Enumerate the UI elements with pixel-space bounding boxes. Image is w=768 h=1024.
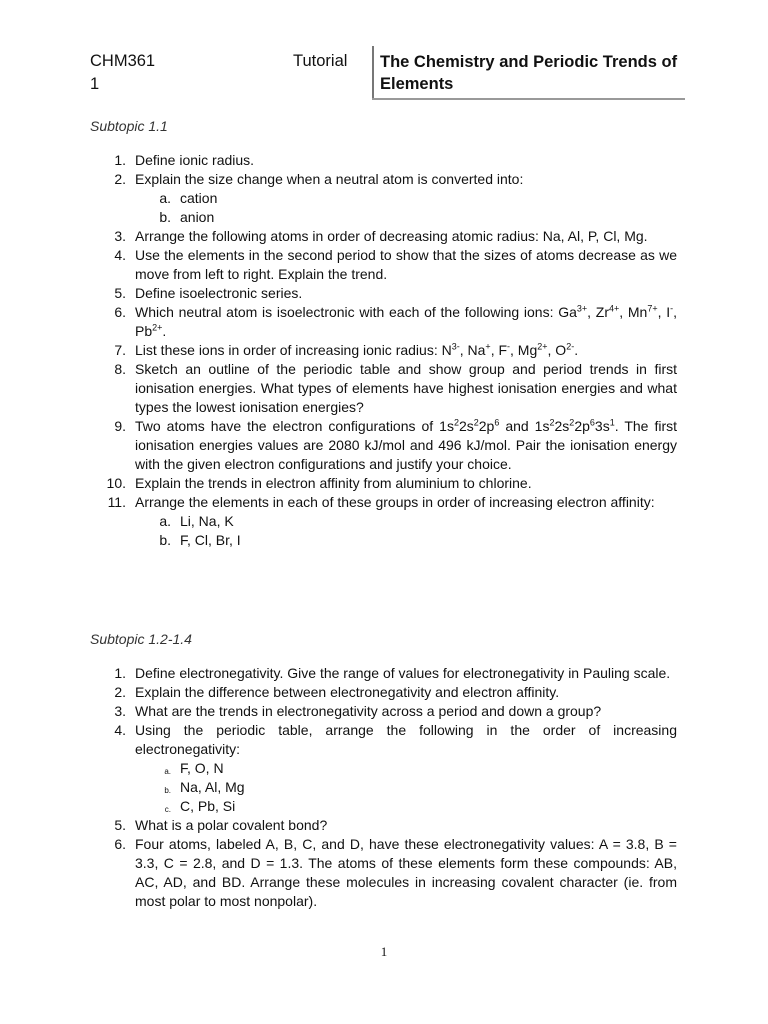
question-list-1 bbox=[90, 151, 677, 550]
question-item: 1. Define electronegativity. Give the range of values for electronegativity in Pauling scale. bbox=[114, 665, 671, 681]
question-item: 5. What is a polar covalent bond? bbox=[114, 817, 328, 833]
page-number: 1 bbox=[380, 944, 388, 959]
question-item: 3. Arrange the following atoms in order of decreasing atomic radius: Na, Al, P, Cl, Mg. bbox=[114, 228, 648, 244]
sub-question-item: a. cation bbox=[159, 190, 218, 206]
sub-question-item: b. Na, Al, Mg bbox=[164, 779, 245, 795]
subtopic-heading-1: Subtopic 1.1 bbox=[90, 118, 168, 134]
question-item: 11. Arrange the elements in each of these groups in order of increasing electron affinity: a. Li, Na, K b. F, Cl, Br, I bbox=[90, 493, 677, 550]
document-header bbox=[90, 46, 685, 100]
question-item: 7. List these ions in order of increasing ionic radius: $N^{3-}$, Na+, F-, $Mg^{2+}$, $O^{2-}$. bbox=[114, 341, 579, 358]
question-item: 4. Using the periodic table, arrange the following in the order of increasing electronegativity: a. F, O, N b. Na, Al, Mg c. C, Pb, Si bbox=[114, 722, 677, 814]
question-item: 9. Two atoms have the electron configurations of $1s^22s^22p^6$ and $1s^22s^22p^63s^1$. The first ionisation energies values are 2080 kJ/mol and 496 kJ/mol. Pair the ionisation energy with the given electron configurations and justify your choice. bbox=[114, 417, 677, 472]
course-code: CHM361 bbox=[90, 52, 156, 70]
sub-question-item: c. C, Pb, Si bbox=[164, 798, 236, 814]
question-item: 6. Four atoms, labeled A, B, C, and D, have these electronegativity values: A = 3.8, B = 3.3, C = 2.8, and D = 1.3. The atoms of these elements form these compounds: AB, AC, AD, and BD. Arrange these molecules in increasing covalent character (ie. from most polar to most nonpolar). bbox=[114, 836, 677, 909]
sub-question-item: a. Li, Na, K bbox=[159, 513, 234, 529]
question-item: 8. Sketch an outline of the periodic table and show group and period trends in first ionisation energies. What types of elements have highest ionisation energies and what types the lowest ionisation energies? bbox=[114, 361, 677, 415]
question-item: 1. Define ionic radius. bbox=[114, 152, 255, 168]
sub-question-list bbox=[135, 189, 677, 227]
question-item: 2. Explain the difference between electronegativity and electron affinity. bbox=[114, 684, 560, 700]
sub-question-list bbox=[135, 759, 677, 816]
document-title: The Chemistry and Periodic Trends of Elements bbox=[380, 53, 678, 93]
sub-question-item: a. F, O, N bbox=[164, 760, 224, 776]
subtopic-heading-2: Subtopic 1.2-1.4 bbox=[90, 631, 192, 647]
sub-question-item: b. F, Cl, Br, I bbox=[159, 532, 241, 548]
question-item: 4. Use the elements in the second period to show that the sizes of atoms decrease as we move from left to right. Explain the trend. bbox=[114, 247, 677, 282]
sub-question-item: b. anion bbox=[159, 209, 215, 225]
tutorial-number: 1 bbox=[90, 75, 100, 93]
question-item: 6. Which neutral atom is isoelectronic with each of the following ions: $Ga^{3+}$, $Zr^{4+}$, $Mn^{7+}$, I-, $Pb^{2+}$. bbox=[114, 303, 678, 339]
header-divider bbox=[372, 46, 374, 100]
question-item: 10. Explain the trends in electron affinity from aluminium to chlorine. bbox=[106, 475, 532, 491]
question-item: 2. Explain the size change when a neutral atom is converted into: a. cation b. anion bbox=[90, 170, 677, 227]
header-underline bbox=[372, 98, 685, 100]
tutorial-label: Tutorial bbox=[293, 52, 348, 70]
question-list-2 bbox=[90, 664, 677, 911]
question-item: 3. What are the trends in electronegativity across a period and down a group? bbox=[114, 703, 602, 719]
question-item: 5. Define isoelectronic series. bbox=[114, 285, 303, 301]
sub-question-list bbox=[135, 512, 677, 550]
